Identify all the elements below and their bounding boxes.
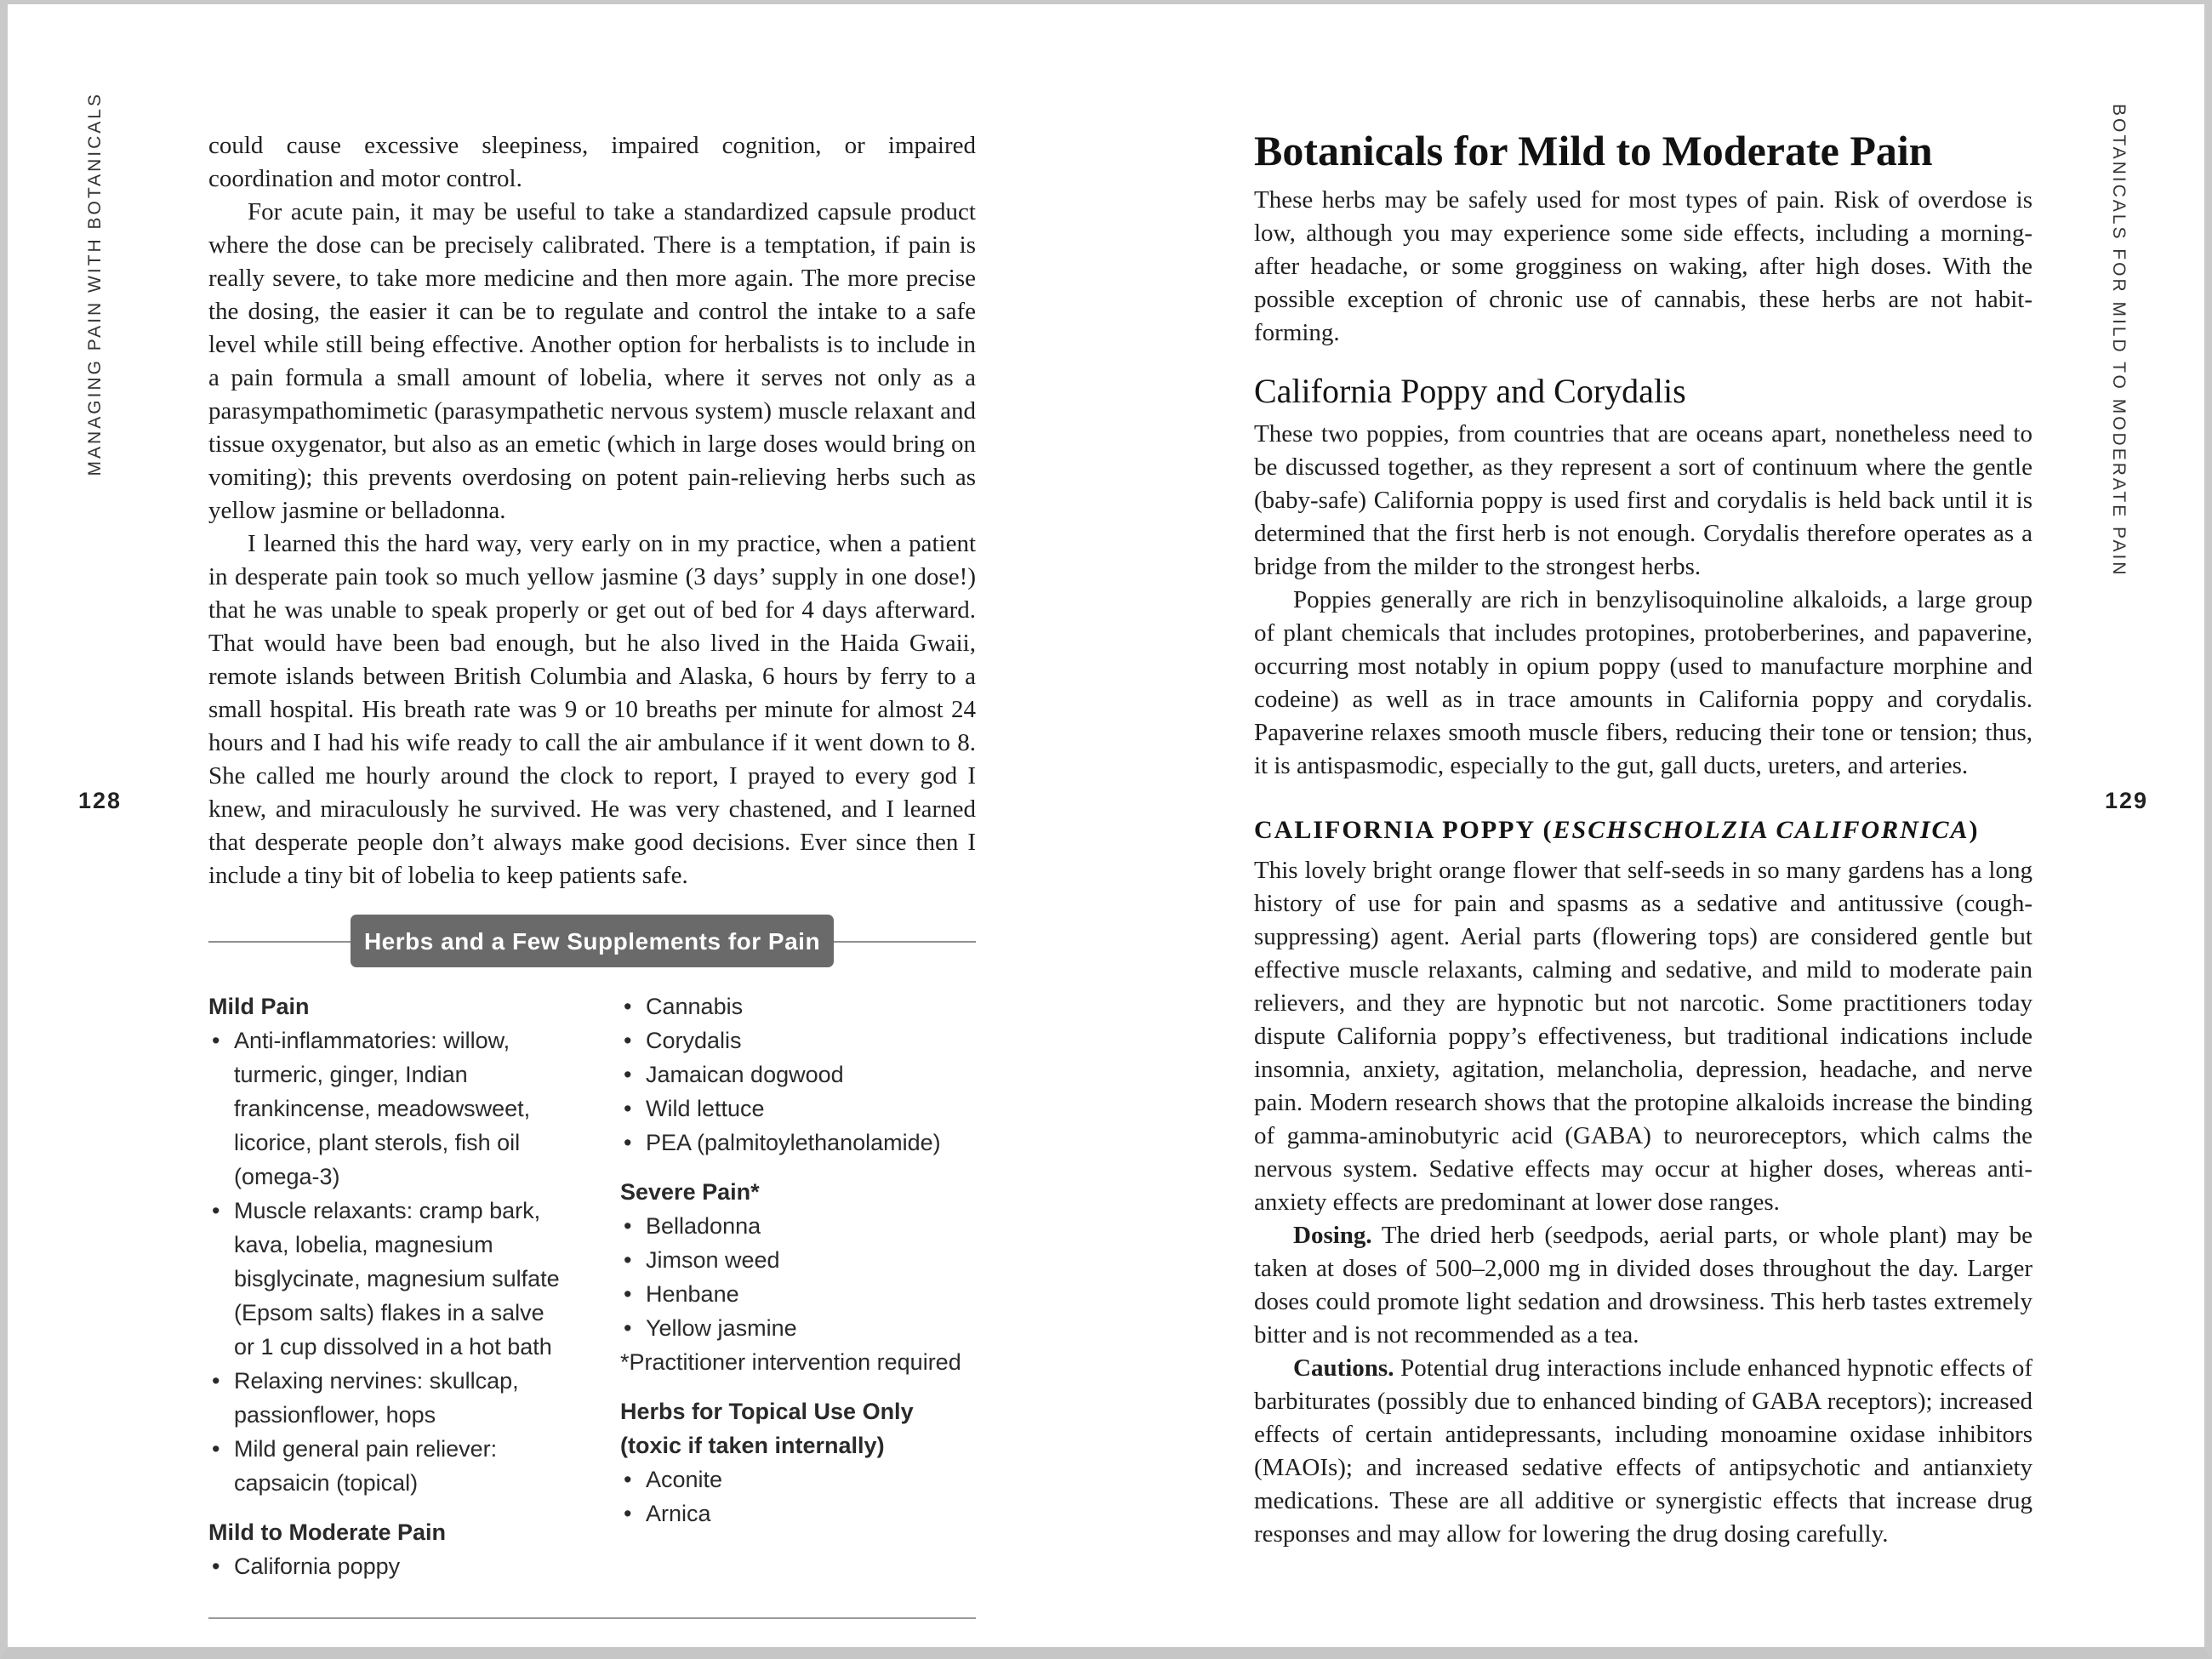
list-item-text: Aconite (646, 1467, 723, 1492)
bullet-icon: • (624, 994, 632, 1019)
dosing-paragraph (1254, 1219, 2032, 1352)
bullet-icon: • (624, 1130, 632, 1155)
list-item (208, 1549, 567, 1583)
bullet-icon: • (624, 1467, 632, 1492)
list-heading: Mild Pain (208, 994, 310, 1019)
bullet-icon: • (624, 1315, 632, 1341)
list-heading-continuation: (toxic if taken internally) (620, 1433, 885, 1458)
list-item (208, 1432, 567, 1500)
list-item (620, 1058, 976, 1092)
list-item (620, 1092, 976, 1126)
list-item-text: Henbane (646, 1281, 739, 1307)
list-item-text: Jamaican dogwood (646, 1062, 844, 1087)
list-item-text: PEA (palmitoylethanolamide) (646, 1130, 941, 1155)
dosing-text: The dried herb (seedpods, aerial parts, or whole plant) may be taken at doses of 500–2,000 mg in divided doses throughout the day. Larger doses could promote light sedation and drowsiness. This herb tastes extremely bitter and is not recommended as a tea. (1254, 1222, 2032, 1348)
bullet-icon: • (624, 1281, 632, 1307)
list-item-text: Muscle relaxants: cramp bark, kava, lobelia, magnesium bisglycinate, magnesium sulfate (Epsom salts) flakes in a salve or 1 cup dissolved in a hot bath (234, 1198, 560, 1360)
chapter-title: Botanicals for Mild to Moderate Pain (1254, 127, 1933, 174)
dosing-label: Dosing. (1293, 1222, 1372, 1249)
list-item (620, 989, 976, 1023)
list-item (208, 1194, 567, 1364)
body-paragraph: These herbs may be safely used for most types of pain. Risk of overdose is low, although you may experience some side effects, including a morning-after headache, or some grogginess on waking, after high doses. With the possible exception of chronic use of cannabis, these herbs are not habit-forming. (1254, 186, 2032, 346)
supplements-box-title: Herbs and a Few Supplements for Pain (351, 915, 834, 967)
list-item (620, 1497, 976, 1531)
bullet-icon: • (212, 1368, 220, 1394)
cautions-text: Potential drug interactions include enhanced hypnotic effects of barbiturates (possibly due to enhanced binding of GABA receptors); increased effects of certain antidepressants, including monoamine oxidase inhibitors (MAOIs); and increased sedative effects of antipsychotic and antianxiety medications. These are all additive or synergistic effects that increase drug responses and may allow for lowering the drug dosing carefully. (1254, 1354, 2032, 1548)
supplements-list-right-column (620, 989, 976, 1583)
left-page-number: 128 (78, 788, 123, 813)
bullet-icon: • (624, 1062, 632, 1087)
list-item (620, 1243, 976, 1277)
bullet-icon: • (212, 1028, 220, 1053)
body-paragraph: I learned this the hard way, very early on in my practice, when a patient in desperate pain took so much yellow jasmine (3 days’ supply in one dose!) that he was unable to speak properly or get out of bed for 4 days afterward. That would have been bad enough, but he also lived in the Haida Gwaii, remote islands between British Columbia and Alaska, 6 hours by ferry to a small hospital. His breath rate was 9 or 10 breaths per minute for almost 24 hours and I had his wife ready to call the air ambulance if it went down to 8. She called me hourly around the clock to report, I prayed to every god I knew, and miraculously he survived. He was very chastened, and I learned that desperate people don’t always make good decisions. Ever since then I include a tiny bit of lobelia to keep patients safe. (208, 530, 976, 889)
species-heading-close: ) (1969, 816, 1980, 844)
bullet-icon: • (624, 1028, 632, 1053)
species-heading-lead: CALIFORNIA POPPY ( (1254, 816, 1554, 844)
list-item-text: Arnica (646, 1501, 711, 1526)
supplements-list (208, 989, 976, 1583)
list-item-text: Belladonna (646, 1213, 761, 1239)
body-paragraph: For acute pain, it may be useful to take a standardized capsule product where the dose can be precisely calibrated. There is a temptation, if pain is really severe, to take more medicine and then more again. The more precise the dosing, the easier it can be to regulate and control the intake to a safe level while still being effective. Another option for herbalists is to include in a pain formula a small amount of lobelia, where it serves not only as a parasympathomimetic (parasympathetic nervous system) muscle relaxant and tissue oxygenator, but also as an emetic (which in large doses would bring on vomiting); this prevents overdosing on potent pain-relieving herbs such as yellow jasmine or belladonna. (208, 198, 976, 524)
section-bottom-rule (208, 1617, 976, 1619)
section-heading: California Poppy and Corydalis (1254, 372, 1686, 410)
list-item (208, 1023, 567, 1194)
footnote: *Practitioner intervention required (620, 1349, 961, 1375)
list-item-text: Cannabis (646, 994, 744, 1019)
list-item-text: Yellow jasmine (646, 1315, 797, 1341)
bullet-icon: • (624, 1501, 632, 1526)
right-running-header: BOTANICALS FOR MILD TO MODERATE PAIN (2109, 104, 2129, 578)
list-item (208, 1364, 567, 1432)
left-page-column (208, 129, 976, 1619)
bullet-icon: • (212, 1436, 220, 1462)
bullet-icon: • (624, 1096, 632, 1121)
supplements-box-header-row (208, 915, 976, 967)
list-item (620, 1209, 976, 1243)
list-item (620, 1462, 976, 1497)
list-item (620, 1277, 976, 1311)
body-paragraph: could cause excessive sleepiness, impaired cognition, or impaired coordination and motor control. (208, 132, 976, 192)
cautions-label: Cautions. (1293, 1354, 1394, 1382)
list-heading: Herbs for Topical Use Only (620, 1399, 914, 1424)
body-paragraph: These two poppies, from countries that are oceans apart, nonetheless need to be discussed together, as they represent a sort of continuum where the gentle (baby-safe) California poppy is used first and corydalis is held back until it is determined that the first herb is not enough. Corydalis therefore operates as a bridge from the milder to the strongest herbs. (1254, 420, 2032, 580)
list-item (620, 1023, 976, 1058)
right-page-number: 129 (2105, 788, 2149, 813)
list-item (620, 1311, 976, 1345)
list-item-text: California poppy (234, 1554, 401, 1579)
list-item-text: Relaxing nervines: skullcap, passionflower, hops (234, 1368, 519, 1428)
list-item-text: Anti-inflammatories: willow, turmeric, ginger, Indian frankincense, meadowsweet, licorice, plant sterols, fish oil (omega-3) (234, 1028, 531, 1189)
body-paragraph: Poppies generally are rich in benzylisoquinoline alkaloids, a large group of plant chemicals that includes protopines, protoberberines, and papaverine, occurring most notably in opium poppy (used to manufacture morphine and codeine) as well as in trace amounts in California poppy and corydalis. Papaverine relaxes smooth muscle fibers, reducing their tone or tension; thus, it is antispasmodic, especially to the gut, gall ducts, ureters, and arteries. (1254, 586, 2032, 779)
list-heading: Mild to Moderate Pain (208, 1519, 447, 1545)
body-paragraph: This lovely bright orange flower that self-seeds in so many gardens has a long history of use for pain and spasms as a sedative and antitussive (cough-suppressing) agent. Aerial parts (flowering tops) are considered gentle but effective muscle relaxants, calming and sedative, and mild to moderate pain relievers, and they are hypnotic but not narcotic. Some practitioners today dispute California poppy’s effectiveness, but traditional indications include insomnia, anxiety, agitation, melancholia, depression, headache, and nerve pain. Modern research shows that the protopine alkaloids increase the binding of gamma-aminobutyric acid (GABA) to neuroreceptors, which calms the nervous system. Sedative effects may occur at higher doses, whereas anti-anxiety effects are predominant at lower dose ranges. (1254, 857, 2032, 1216)
bullet-icon: • (212, 1198, 220, 1223)
list-item-text: Mild general pain reliever: capsaicin (topical) (234, 1436, 498, 1496)
right-page-column (1254, 128, 2032, 1551)
list-heading: Severe Pain* (620, 1179, 760, 1205)
bullet-icon: • (624, 1213, 632, 1239)
bullet-icon: • (624, 1247, 632, 1273)
cautions-paragraph (1254, 1352, 2032, 1551)
species-heading (1254, 815, 2032, 846)
species-latin-name: ESCHSCHOLZIA CALIFORNICA (1553, 816, 1970, 844)
list-item-text: Corydalis (646, 1028, 742, 1053)
list-item-text: Wild lettuce (646, 1096, 765, 1121)
left-running-header: MANAGING PAIN WITH BOTANICALS (85, 92, 105, 476)
supplements-list-left-column (208, 989, 567, 1583)
bullet-icon: • (212, 1554, 220, 1579)
list-item (620, 1126, 976, 1160)
list-item-text: Jimson weed (646, 1247, 780, 1273)
